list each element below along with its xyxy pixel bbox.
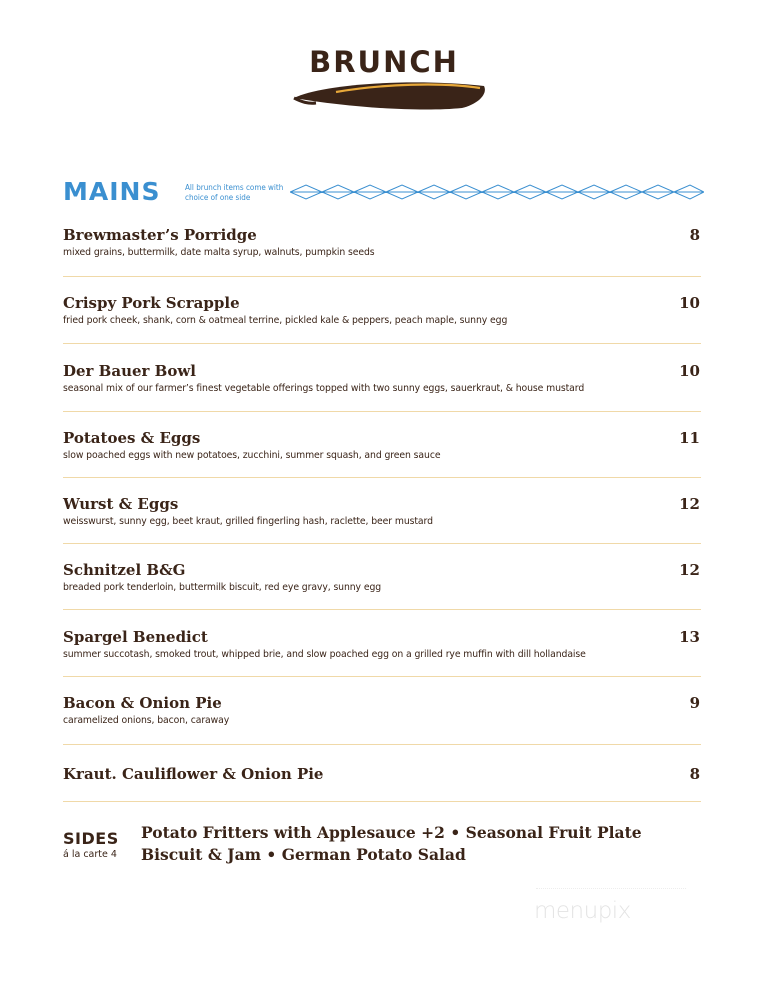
sides-line-2: Biscuit & Jam • German Potato Salad <box>141 845 466 864</box>
page-title: BRUNCH <box>309 45 459 79</box>
menu-item <box>63 765 703 783</box>
item-price: 8 <box>689 226 700 244</box>
item-name: Bacon & Onion Pie <box>63 694 222 712</box>
item-price: 12 <box>679 561 700 579</box>
divider <box>63 543 701 544</box>
mains-note: All brunch items come with choice of one side <box>185 183 284 202</box>
item-price: 10 <box>679 362 700 380</box>
item-name: Wurst & Eggs <box>63 495 179 513</box>
item-description: caramelized onions, bacon, caraway <box>63 715 230 726</box>
item-description: slow poached eggs with new potatoes, zucchini, summer squash, and green sauce <box>63 450 441 461</box>
item-description: mixed grains, buttermilk, date malta syrup, walnuts, pumpkin seeds <box>63 247 375 258</box>
mains-title: MAINS <box>63 177 161 206</box>
item-name: Spargel Benedict <box>63 628 208 646</box>
divider <box>63 676 701 677</box>
item-price: 9 <box>689 694 700 712</box>
item-description: summer succotash, smoked trout, whipped brie, and slow poached egg on a grilled rye muffin with dill hollandaise <box>63 649 586 660</box>
menu-item <box>63 495 703 528</box>
item-name: Potatoes & Eggs <box>63 429 201 447</box>
item-price: 12 <box>679 495 700 513</box>
sides-subtitle: á la carte 4 <box>63 849 117 860</box>
menu-item <box>63 362 703 395</box>
sides-title: SIDES <box>63 829 119 848</box>
divider <box>63 343 701 344</box>
item-description: seasonal mix of our farmer’s finest vegetable offerings topped with two sunny eggs, sauerkraut, & house mustard <box>63 383 585 394</box>
diamond-pattern-icon <box>290 184 704 200</box>
divider <box>63 801 701 802</box>
item-description: fried pork cheek, shank, corn & oatmeal terrine, pickled kale & peppers, peach maple, sunny egg <box>63 315 508 326</box>
item-description: breaded pork tenderloin, buttermilk biscuit, red eye gravy, sunny egg <box>63 582 382 593</box>
item-description: weisswurst, sunny egg, beet kraut, grilled fingerling hash, raclette, beer mustard <box>63 516 433 527</box>
menu-header <box>0 44 768 80</box>
item-price: 8 <box>689 765 700 783</box>
menu-item <box>63 429 703 462</box>
mains-header <box>63 177 704 208</box>
item-price: 11 <box>679 429 700 447</box>
divider <box>63 609 701 610</box>
item-name: Schnitzel B&G <box>63 561 186 579</box>
sides-line-1: Potato Fritters with Applesauce +2 • Seasonal Fruit Plate <box>141 823 642 842</box>
item-name: Crispy Pork Scrapple <box>63 294 240 312</box>
item-price: 10 <box>679 294 700 312</box>
menu-item <box>63 628 703 661</box>
watermark-divider <box>536 888 686 890</box>
divider <box>63 276 701 277</box>
menu-item <box>63 561 703 594</box>
menu-item <box>63 226 703 259</box>
divider <box>63 411 701 412</box>
divider <box>63 477 701 478</box>
divider <box>63 744 701 745</box>
item-price: 13 <box>679 628 700 646</box>
menu-item <box>63 294 703 327</box>
menu-item <box>63 694 703 727</box>
item-name: Brewmaster’s Porridge <box>63 226 257 244</box>
watermark: menupix <box>534 898 631 924</box>
item-name: Der Bauer Bowl <box>63 362 196 380</box>
item-name: Kraut. Cauliflower & Onion Pie <box>63 765 324 783</box>
feather-logo-icon <box>292 78 488 114</box>
